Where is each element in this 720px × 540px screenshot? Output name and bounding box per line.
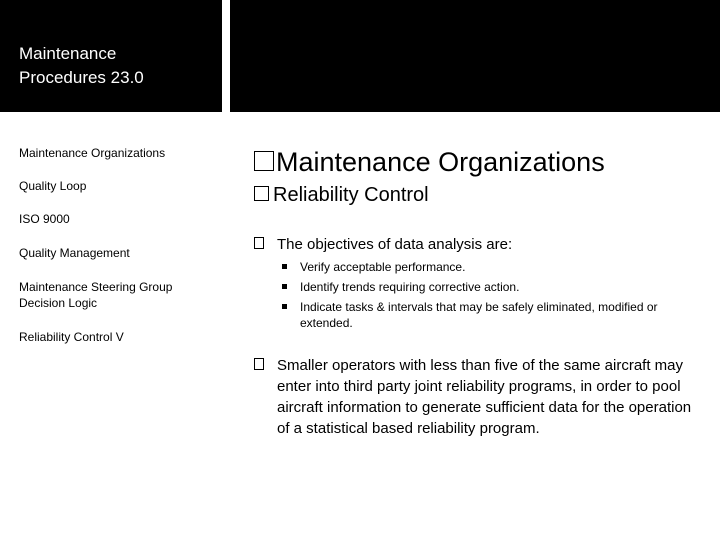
bullet-item xyxy=(254,355,704,439)
sub-bullet-item xyxy=(282,259,702,275)
bullet-glyph-icon xyxy=(254,151,274,171)
sidebar-item-label: ISO 9000 xyxy=(19,212,70,226)
square-bullet-icon xyxy=(282,304,287,309)
sidebar-item-label: Quality Loop xyxy=(19,179,87,193)
sidebar-item-reliability-control-v[interactable] xyxy=(19,329,124,345)
bullet-glyph-icon xyxy=(254,186,269,201)
sub-bullet-item xyxy=(282,279,702,295)
sidebar-item-maintenance-organizations[interactable] xyxy=(19,145,165,161)
sidebar-item-maintenance-steering-group[interactable] xyxy=(19,279,172,311)
bullet-item xyxy=(254,234,704,255)
main-title-text: Maintenance Organizations xyxy=(276,147,605,177)
bullet-text: Smaller operators with less than five of the same aircraft may enter into third party joint reliability programs, in order to pool aircraft information to generate sufficient data for the operation of a statistical based reliability program. xyxy=(277,357,692,437)
page-title-line-1: Maintenance xyxy=(19,44,117,63)
sidebar-item-label-line-2: Decision Logic xyxy=(19,296,98,310)
sidebar-item-quality-loop[interactable] xyxy=(19,178,86,194)
header-right-panel xyxy=(230,0,720,112)
bullet-text: The objectives of data analysis are: xyxy=(277,236,513,253)
square-bullet-icon xyxy=(282,264,287,269)
bullet-glyph-icon xyxy=(254,237,264,249)
sub-bullet-item xyxy=(282,299,702,331)
subtitle xyxy=(254,184,429,207)
page-title xyxy=(19,42,209,90)
square-bullet-icon xyxy=(282,284,287,289)
subtitle-text: Reliability Control xyxy=(273,184,429,206)
sidebar-item-label: Maintenance Steering Group xyxy=(19,280,173,294)
sub-bullet-text: Verify acceptable performance. xyxy=(300,260,466,274)
sidebar-item-iso-9000[interactable] xyxy=(19,211,70,227)
sub-bullet-text: Indicate tasks & intervals that may be safely eliminated, modified or extended. xyxy=(300,300,658,330)
sub-bullet-text: Identify trends requiring corrective action. xyxy=(300,280,520,294)
sidebar-item-quality-management[interactable] xyxy=(19,245,130,261)
main-title xyxy=(254,147,605,178)
sidebar-item-label: Maintenance Organizations xyxy=(19,146,166,160)
sidebar-item-label: Reliability Control V xyxy=(19,330,124,344)
bullet-glyph-icon xyxy=(254,358,264,370)
page-title-line-2: Procedures 23.0 xyxy=(19,68,144,87)
sidebar-item-label: Quality Management xyxy=(19,246,130,260)
